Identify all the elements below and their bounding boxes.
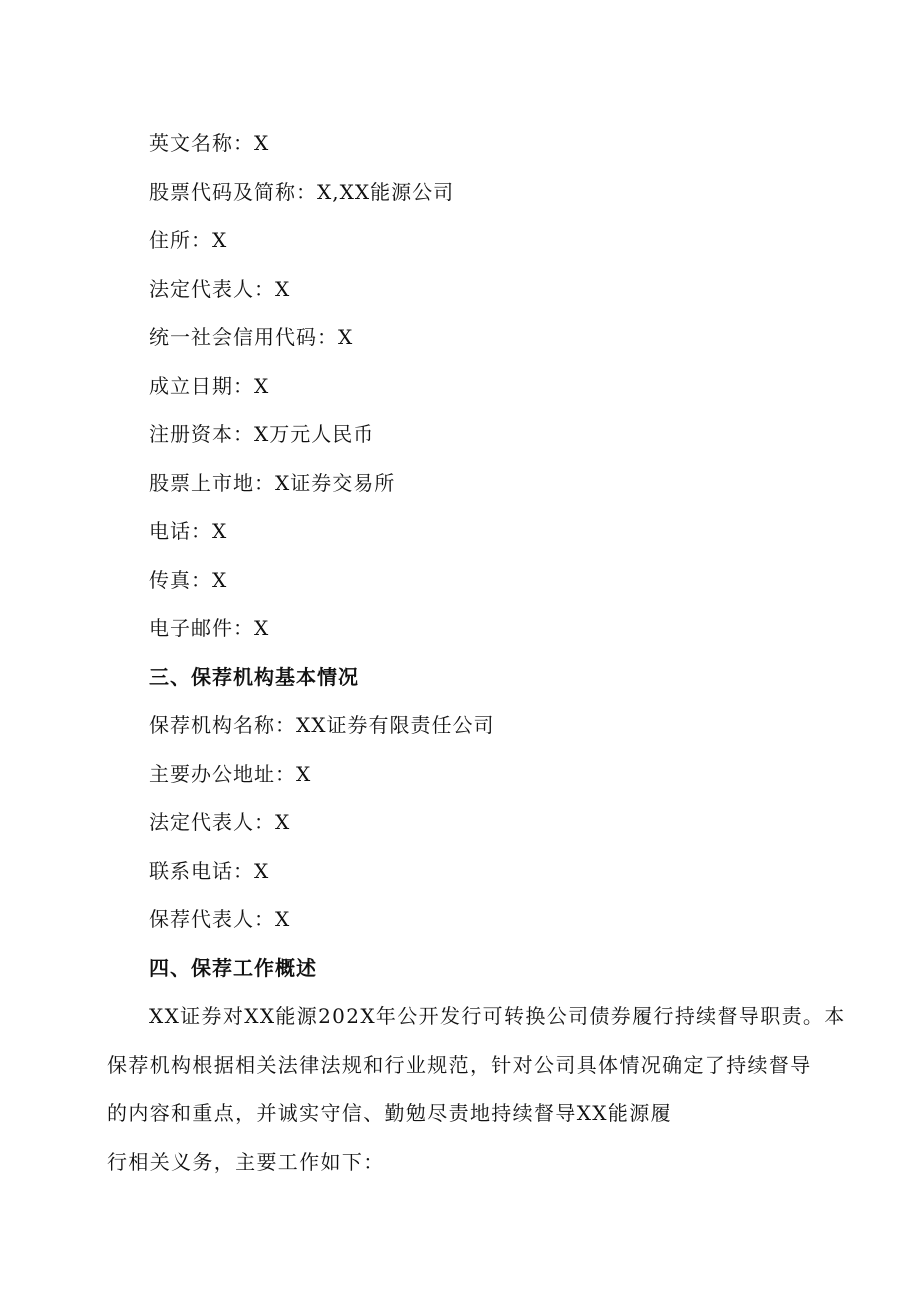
registered-capital-line: 注册资本：X万元人民币 <box>149 422 375 446</box>
paragraph-line: 保荐机构根据相关法律法规和行业规范，针对公司具体情况确定了持续督导 <box>107 1052 812 1077</box>
section-4-heading: 四、保荐工作概述 <box>149 956 317 980</box>
sponsor-rep-line: 保荐代表人：X <box>149 907 291 931</box>
english-name-line: 英文名称：X <box>149 131 270 155</box>
sponsor-office-line: 主要办公地址：X <box>149 762 312 786</box>
email-line: 电子邮件：X <box>149 616 270 640</box>
address-line: 住所：X <box>149 228 228 252</box>
section-4-paragraph <box>107 992 846 1186</box>
sponsor-phone-line: 联系电话：X <box>149 859 270 883</box>
paragraph-line: 的内容和重点，并诚实守信、勤勉尽责地持续督导XX能源履 <box>107 1101 672 1125</box>
founded-date-line: 成立日期：X <box>149 374 270 398</box>
phone-line: 电话：X <box>149 519 228 543</box>
listing-place-line: 股票上市地：X证券交易所 <box>149 471 396 495</box>
fax-line: 传真：X <box>149 568 228 592</box>
sponsor-legal-rep-line: 法定代表人：X <box>149 810 291 834</box>
stock-code-line: 股票代码及简称：X,XX能源公司 <box>149 180 455 204</box>
sponsor-name-line: 保荐机构名称：XX证券有限责任公司 <box>149 713 495 737</box>
paragraph-line: 行相关义务，主要工作如下： <box>107 1149 385 1174</box>
credit-code-line: 统一社会信用代码：X <box>149 325 354 349</box>
legal-rep-line: 法定代表人：X <box>149 277 291 301</box>
section-3-heading: 三、保荐机构基本情况 <box>149 665 359 689</box>
paragraph-line: XX证券对XX能源202X年公开发行可转换公司债券履行持续督导职责。本 <box>149 1004 846 1028</box>
